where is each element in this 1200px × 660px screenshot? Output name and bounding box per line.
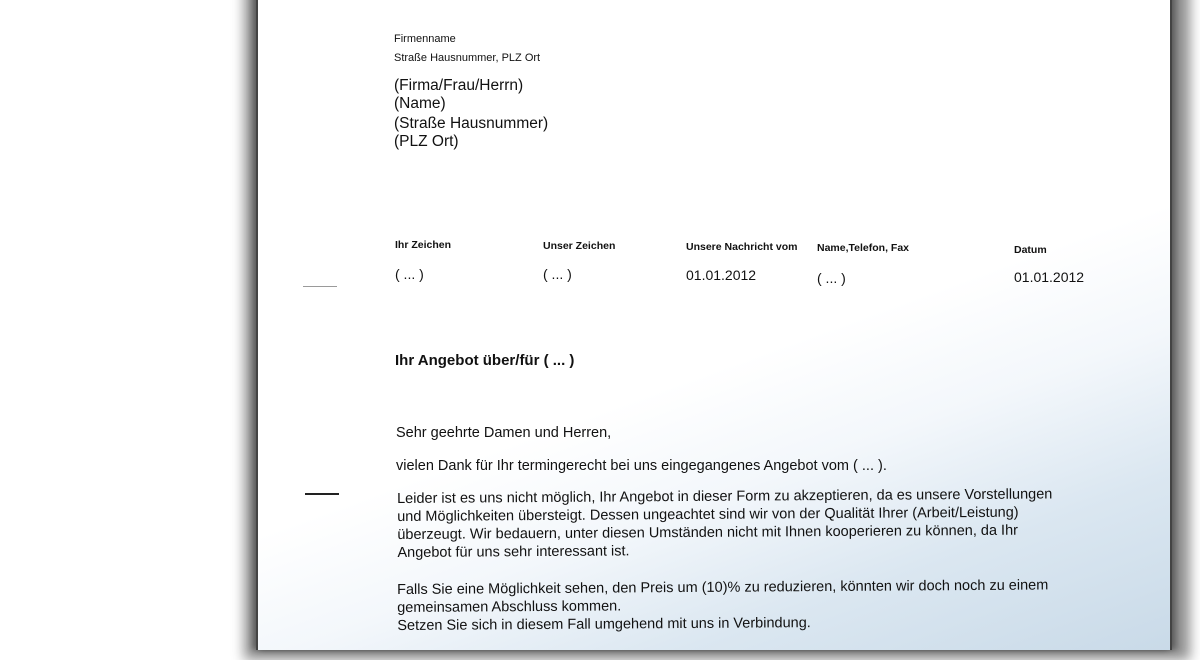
paragraph-3-line: Setzen Sie sich in diesem Fall umgehend mit uns in Verbindung.: [397, 615, 811, 634]
paragraph-2-line: Leider ist es uns nicht möglich, Ihr Angebot in dieser Form zu akzeptieren, da es unsere Vorstellungen: [397, 486, 1053, 507]
letter-page: [256, 0, 1172, 650]
recipient-line-2: (Name): [394, 95, 446, 112]
paragraph-2-line: überzeugt. Wir bedauern, unter diesen Umständen nicht mit Ihnen kooperieren zu können, da Ihr: [397, 522, 1019, 543]
recipient-line-3: (Straße Hausnummer): [394, 115, 549, 132]
ref-value-datum: 01.01.2012: [1014, 269, 1085, 285]
paragraph-2-line: und Möglichkeiten übersteigt. Dessen ungeachtet sind wir von der Qualität Ihrer (Arbeit/Leistung): [397, 504, 1019, 525]
paragraph-2-line: Angebot für uns sehr interessant ist.: [397, 543, 630, 561]
recipient-line-1: (Firma/Frau/Herrn): [394, 77, 524, 94]
ref-value-ihr-zeichen: ( ... ): [395, 266, 424, 282]
recipient-line-4: (PLZ Ort): [394, 133, 459, 150]
ref-label-ihr-zeichen: Ihr Zeichen: [395, 239, 452, 251]
sender-address: Straße Hausnummer, PLZ Ort: [394, 52, 541, 64]
fold-mark-middle: [305, 493, 339, 495]
letter-salutation: Sehr geehrte Damen und Herren,: [396, 425, 612, 441]
paragraph-3-line: Falls Sie eine Möglichkeit sehen, den Preis um (10)% zu reduzieren, könnten wir doch noch zu einem: [397, 577, 1049, 598]
sender-company: Firmenname: [394, 33, 456, 45]
ref-label-datum: Datum: [1014, 244, 1047, 256]
ref-value-unsere-nachricht: 01.01.2012: [686, 267, 757, 283]
letter-paragraph-1: vielen Dank für Ihr termingerecht bei uns eingegangenes Angebot vom ( ... ).: [396, 458, 887, 474]
ref-label-unser-zeichen: Unser Zeichen: [543, 240, 616, 252]
ref-value-name-telefon-fax: ( ... ): [817, 270, 846, 286]
paragraph-3-line: gemeinsamen Abschluss kommen.: [397, 598, 622, 616]
fold-mark-top: [303, 286, 337, 287]
letter-subject: Ihr Angebot über/für ( ... ): [395, 352, 575, 369]
ref-value-unser-zeichen: ( ... ): [543, 266, 572, 282]
ref-label-unsere-nachricht: Unsere Nachricht vom: [686, 241, 798, 253]
ref-label-name-telefon-fax: Name,Telefon, Fax: [817, 242, 909, 254]
letter-paragraph-3: [397, 576, 1049, 635]
letter-paragraph-2: [397, 485, 1053, 562]
